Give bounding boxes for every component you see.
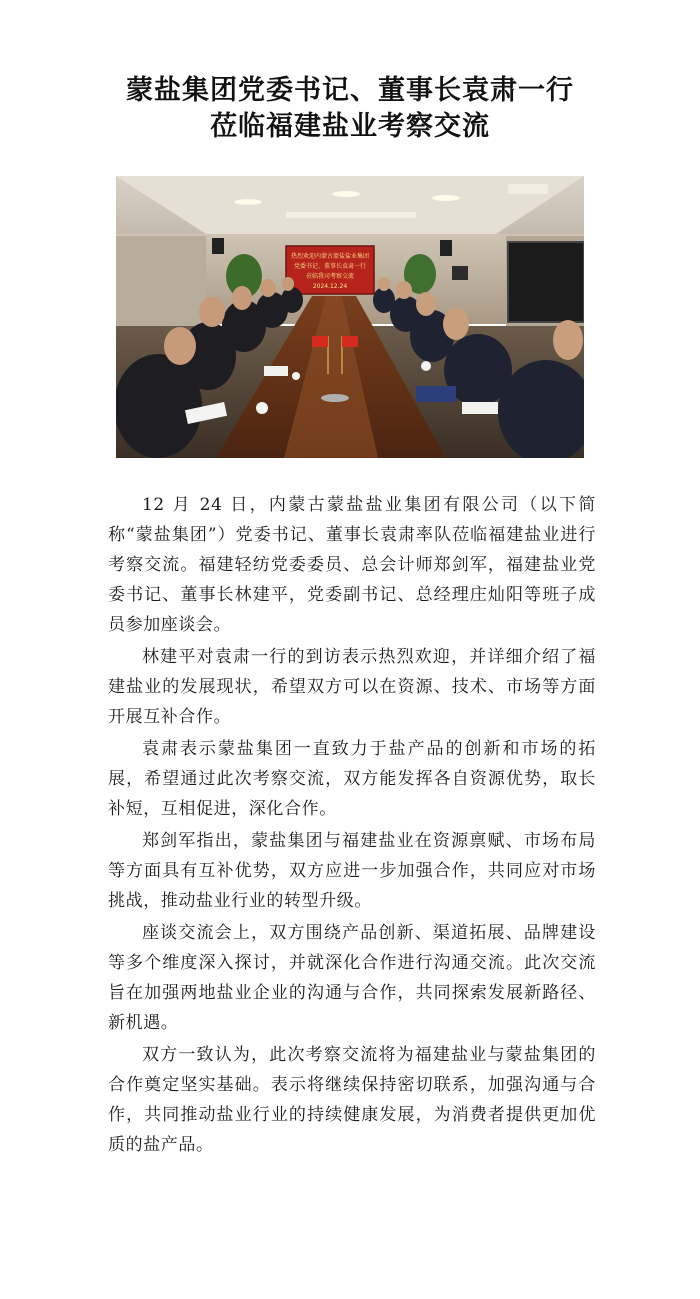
article-title-line-2: 莅临福建盐业考察交流 [210,111,490,142]
banner-date: 2024.12.24 [312,283,348,290]
article-paragraph-5: 座谈交流会上，双方围绕产品创新、渠道拓展、品牌建设等多个维度深入探讨，并就深化合作进行沟通交流。此次交流旨在加强两地盐业企业的沟通与合作，共同探索发展新路径、新机遇。 [108,923,596,1033]
article-paragraph-2: 林建平对袁肃一行的到访表示热烈欢迎，并详细介绍了福建盐业的发展现状，希望双方可以在资源、技术、市场等方面开展互补合作。 [108,647,596,727]
banner-line-2: 党委书记、董事长袁肃一行 [293,263,367,270]
article-paragraph-1: 12 月 24 日，内蒙古蒙盐盐业集团有限公司（以下简称“蒙盐集团”）党委书记、董事长袁肃率队莅临福建盐业进行考察交流。福建轻纺党委委员、总会计师郑剑军，福建盐业党委书记、董事长林建平，党委副书记、总经理庄灿阳等班子成员参加座谈会。 [108,495,596,635]
article-title-line-1: 蒙盐集团党委书记、董事长袁肃一行 [126,75,574,106]
article-paragraph-3: 袁肃表示蒙盐集团一直致力于盐产品的创新和市场的拓展，希望通过此次考察交流，双方能发挥各自资源优势，取长补短，互相促进，深化合作。 [108,739,596,819]
article-paragraph-6: 双方一致认为，此次考察交流将为福建盐业与蒙盐集团的合作奠定坚实基础。表示将继续保持密切联系，加强沟通与合作，共同推动盐业行业的持续健康发展，为消费者提供更加优质的盐产品。 [108,1045,596,1155]
article-body [108,490,596,1162]
meeting-photo [116,176,584,458]
banner-line-3: 莅临我司考察交流 [305,273,355,280]
banner-line-1: 热烈欢迎内蒙古蒙盐盐业集团 [290,253,370,260]
article-paragraph-4: 郑剑军指出，蒙盐集团与福建盐业在资源禀赋、市场布局等方面具有互补优势，双方应进一步加强合作，共同应对市场挑战，推动盐业行业的转型升级。 [108,831,596,911]
